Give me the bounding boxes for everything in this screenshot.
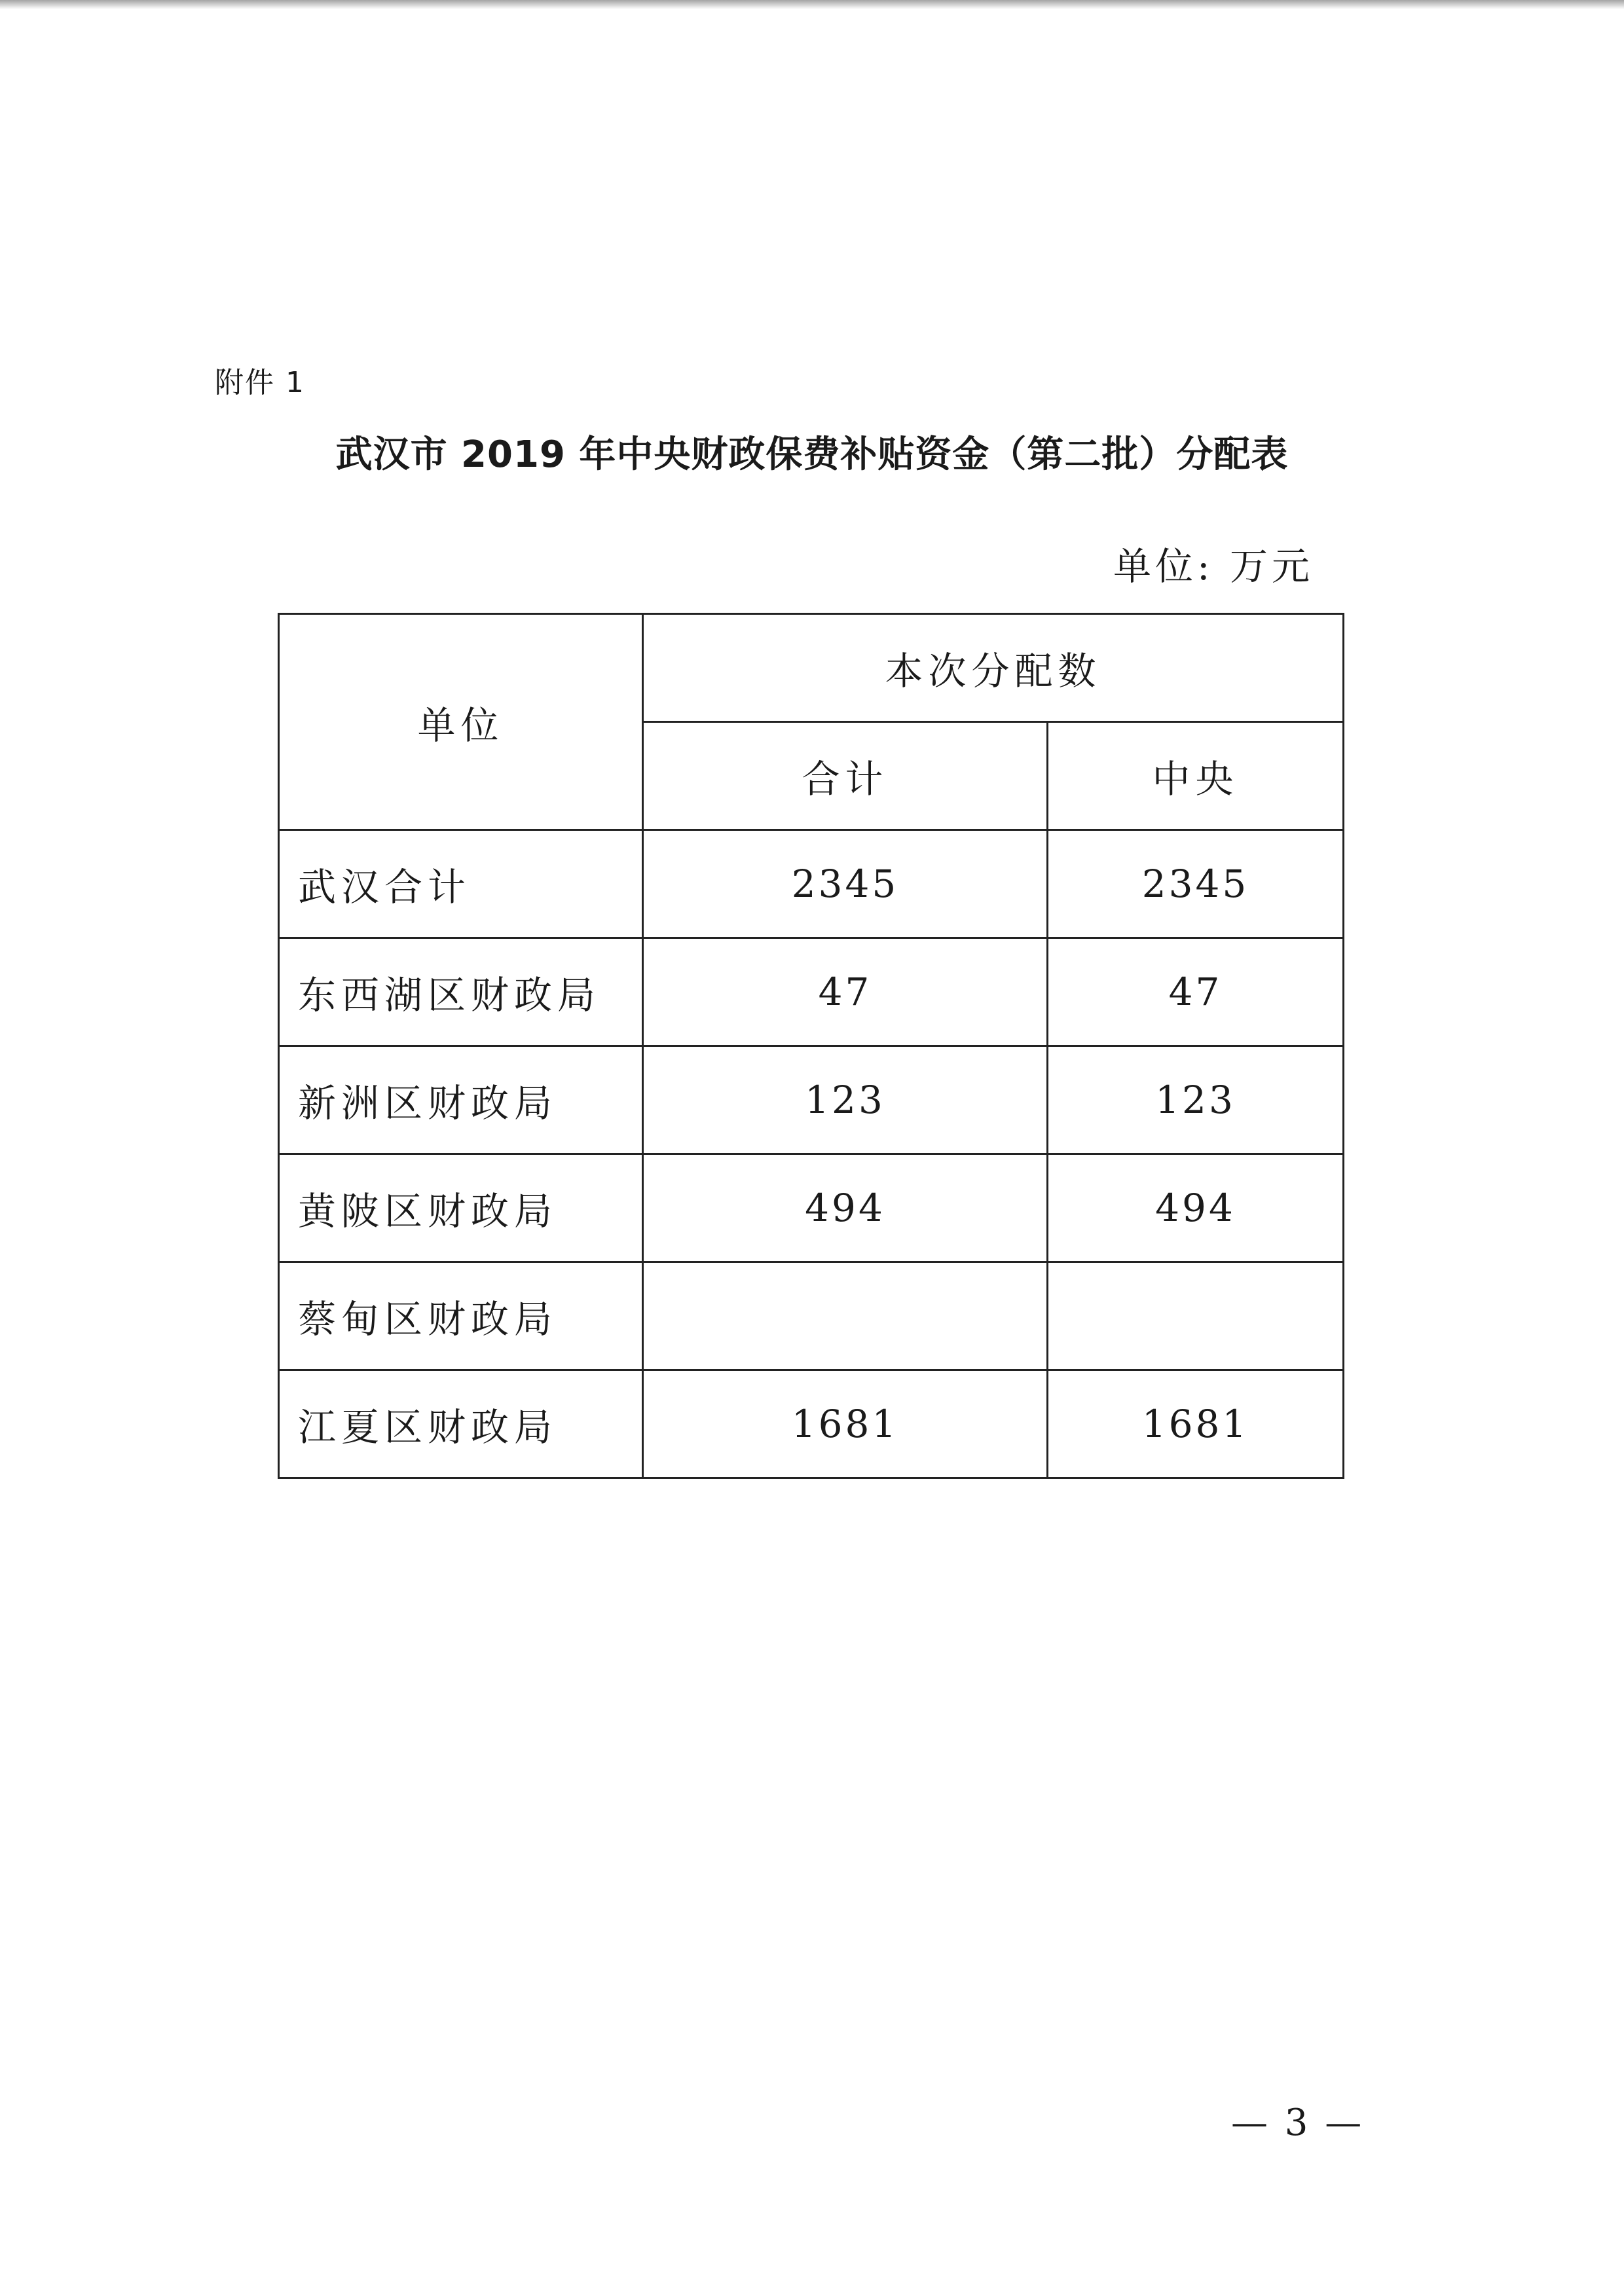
header-unit: 单位 [279, 614, 643, 830]
page-number: — 3 — [1231, 2102, 1365, 2144]
attachment-label: 附件 1 [215, 366, 305, 399]
row-total-value: 2345 [643, 830, 1048, 938]
table-header-row [279, 614, 1344, 722]
unit-note: 单位: 万元 [1113, 544, 1314, 589]
table-row [279, 1154, 1344, 1262]
row-unit-name: 蔡甸区财政局 [279, 1262, 643, 1370]
row-total-value [643, 1262, 1048, 1370]
row-total-value: 47 [643, 938, 1048, 1046]
table-row [279, 830, 1344, 938]
row-central-value: 2345 [1048, 830, 1344, 938]
row-unit-name: 东西湖区财政局 [279, 938, 643, 1046]
row-central-value [1048, 1262, 1344, 1370]
table-row [279, 938, 1344, 1046]
table-row [279, 1370, 1344, 1478]
row-unit-name: 黄陂区财政局 [279, 1154, 643, 1262]
table-row [279, 1046, 1344, 1154]
row-central-value: 47 [1048, 938, 1344, 1046]
row-unit-name: 江夏区财政局 [279, 1370, 643, 1478]
document-title: 武汉市 2019 年中央财政保费补贴资金（第二批）分配表 [335, 433, 1289, 476]
row-central-value: 123 [1048, 1046, 1344, 1154]
row-central-value: 1681 [1048, 1370, 1344, 1478]
row-unit-name: 武汉合计 [279, 830, 643, 938]
row-total-value: 494 [643, 1154, 1048, 1262]
row-central-value: 494 [1048, 1154, 1344, 1262]
header-central: 中央 [1048, 722, 1344, 830]
header-allocation-group: 本次分配数 [643, 614, 1344, 722]
table-row [279, 1262, 1344, 1370]
header-total: 合计 [643, 722, 1048, 830]
row-total-value: 123 [643, 1046, 1048, 1154]
row-unit-name: 新洲区财政局 [279, 1046, 643, 1154]
allocation-table [278, 613, 1344, 1479]
scan-edge-shadow [0, 0, 1624, 9]
row-total-value: 1681 [643, 1370, 1048, 1478]
